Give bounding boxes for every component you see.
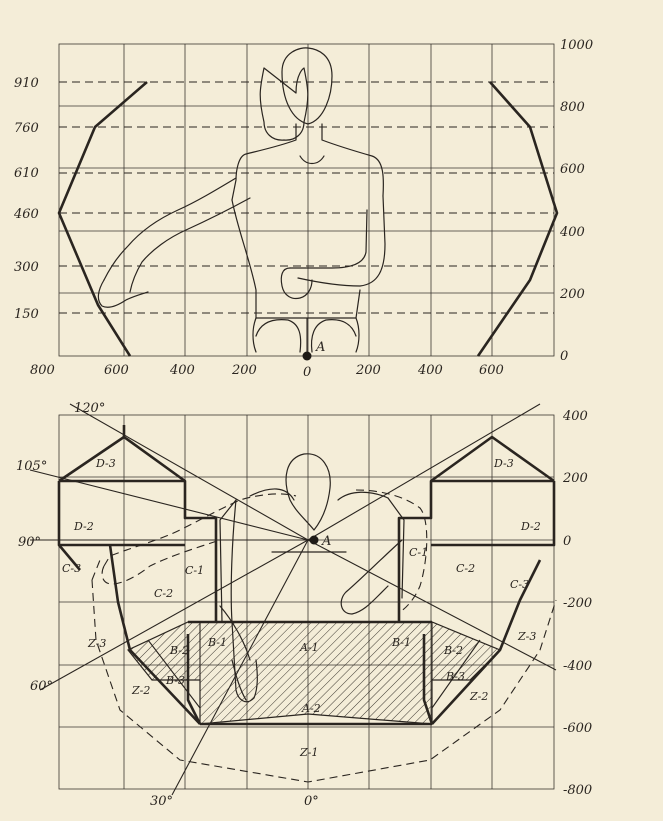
zone-c1-left-label: C-1 <box>185 564 205 577</box>
width-scale-label: 200 <box>232 363 257 378</box>
zone-b3-left-label: B-3 <box>166 674 186 687</box>
width-scale-label: 400 <box>418 363 443 378</box>
angle-label: 90° <box>18 535 42 550</box>
zone-a1-label: A-1 <box>300 641 319 654</box>
width-scale-label: 600 <box>104 363 129 378</box>
zone-z2-left-label: Z-2 <box>132 684 151 697</box>
zone-c2-left-label: C-2 <box>154 587 174 600</box>
seated-figure-front <box>98 48 385 352</box>
depth-scale-label: 200 <box>563 471 588 486</box>
zone-z2-right-label: Z-2 <box>470 690 489 703</box>
height-label: 610 <box>14 166 39 181</box>
angle-label: 105° <box>16 459 48 474</box>
angle-label: 120° <box>74 401 106 416</box>
angle-label: 0° <box>304 794 319 809</box>
zone-b1-right-label: B-1 <box>392 636 412 649</box>
front-point-label: A <box>316 340 326 355</box>
front-right-height-labels <box>559 38 593 364</box>
reference-point-a <box>303 352 312 361</box>
depth-scale-label: -800 <box>563 783 593 798</box>
depth-scale-label: -200 <box>563 596 593 611</box>
front-view-grid <box>59 44 554 356</box>
zone-z3-left-label: Z-3 <box>88 637 107 650</box>
zone-c3-left-label: C-3 <box>62 562 82 575</box>
zone-c3-right-label: C-3 <box>510 578 530 591</box>
width-scale-label: 800 <box>30 363 55 378</box>
zone-d2-right-label: D-2 <box>521 520 541 533</box>
zone-d3-right-label: D-3 <box>494 457 514 470</box>
front-bottom-scale-labels <box>30 363 504 380</box>
height-scale-label: 1000 <box>560 38 594 53</box>
zone-d3-left-label: D-3 <box>96 457 116 470</box>
width-scale-label: 0 <box>303 365 312 380</box>
dashed-arm-outline <box>102 490 427 612</box>
height-label: 910 <box>14 76 39 91</box>
height-scale-label: 600 <box>560 162 585 177</box>
reach-envelope-left <box>59 82 147 356</box>
zone-z1-label: Z-1 <box>300 746 319 759</box>
width-scale-label: 600 <box>479 363 504 378</box>
zone-d2-left-label: D-2 <box>74 520 94 533</box>
height-label: 300 <box>14 260 39 275</box>
height-scale-label: 400 <box>560 225 585 240</box>
height-scale-label: 200 <box>560 287 585 302</box>
zone-b2-right-label: B-2 <box>444 644 464 657</box>
front-view-panel <box>13 38 593 380</box>
depth-scale-label: 0 <box>563 534 572 549</box>
plan-view-grid <box>59 415 554 789</box>
angle-label: 60° <box>30 679 54 694</box>
plan-view-panel <box>16 401 592 809</box>
plan-reference-point-a <box>310 536 319 545</box>
zone-c2-right-label: C-2 <box>456 562 476 575</box>
front-left-height-labels <box>13 76 39 322</box>
angle-label: 30° <box>150 794 174 809</box>
zone-z3-right-label: Z-3 <box>518 630 537 643</box>
width-scale-label: 400 <box>170 363 195 378</box>
height-label: 150 <box>14 307 39 322</box>
depth-scale-label: -400 <box>563 659 593 674</box>
height-label: 460 <box>14 207 39 222</box>
zone-c1-right-label: C-1 <box>409 546 429 559</box>
zone-a2-label: A-2 <box>302 702 321 715</box>
plan-point-label: A <box>322 534 332 549</box>
plan-right-depth-labels <box>562 409 592 798</box>
height-scale-label: 800 <box>560 100 585 115</box>
zone-labels <box>62 457 541 759</box>
zone-b2-left-label: B-2 <box>170 644 190 657</box>
zone-b3-right-label: B-3 <box>446 670 466 683</box>
width-scale-label: 200 <box>356 363 381 378</box>
height-scale-label: 0 <box>560 349 569 364</box>
depth-scale-label: -600 <box>563 721 593 736</box>
zone-b1-left-label: B-1 <box>208 636 228 649</box>
height-label: 760 <box>14 121 39 136</box>
reach-envelope-right <box>478 82 557 356</box>
depth-scale-label: 400 <box>563 409 588 424</box>
